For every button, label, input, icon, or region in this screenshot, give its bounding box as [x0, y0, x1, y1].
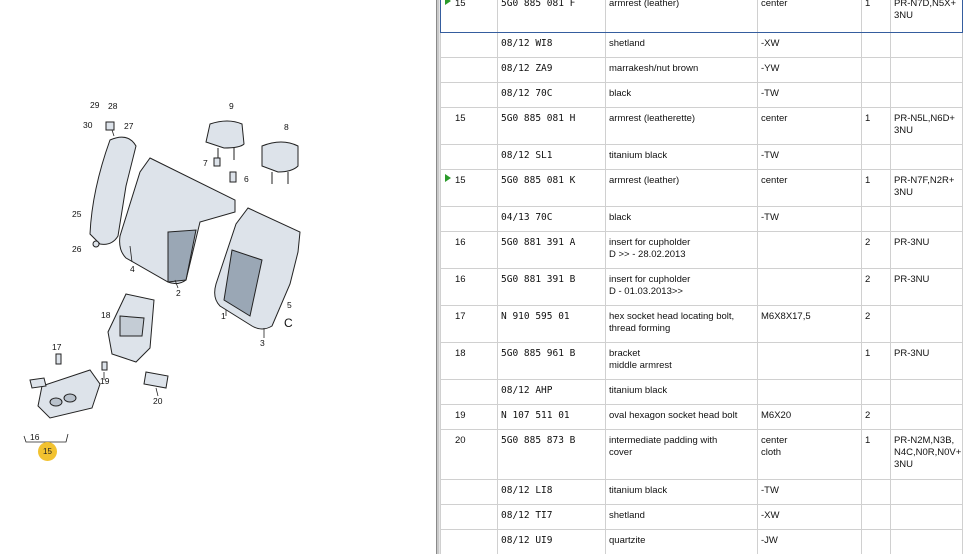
callout-3: 3 — [260, 338, 265, 348]
remark-cell: -XW — [758, 33, 862, 58]
quantity-cell — [862, 145, 891, 170]
quantity-cell — [862, 480, 891, 505]
quantity-cell: 1 — [862, 430, 891, 480]
parts-row[interactable] — [441, 145, 963, 170]
parts-table — [440, 0, 963, 554]
quantity-cell: 2 — [862, 405, 891, 430]
model-code-cell — [891, 380, 963, 405]
remark-cell: M6X8X17,5 — [758, 306, 862, 343]
model-code-cell — [891, 306, 963, 343]
model-code-cell: PR-N7D,N5X+ 3NU — [891, 0, 963, 33]
part-number-cell: 08/12 TI7 — [498, 505, 606, 530]
model-code-cell — [891, 505, 963, 530]
description-cell: titanium black — [606, 380, 758, 405]
callout-17: 17 — [52, 342, 62, 352]
pos-cell — [441, 83, 498, 108]
parts-row[interactable] — [441, 170, 963, 207]
part-number-cell: 08/12 SL1 — [498, 145, 606, 170]
description-cell: insert for cupholder D - 01.03.2013>> — [606, 269, 758, 306]
pos-number: 19 — [455, 410, 466, 421]
description-cell: titanium black — [606, 145, 758, 170]
remark-cell — [758, 343, 862, 380]
pos-cell — [441, 343, 498, 380]
pos-cell — [441, 145, 498, 170]
description-cell: bracket middle armrest — [606, 343, 758, 380]
part-number-cell: 08/12 UI9 — [498, 530, 606, 554]
description-cell: armrest (leather) — [606, 0, 758, 33]
remark-cell — [758, 232, 862, 269]
parts-row[interactable] — [441, 33, 963, 58]
callout-7: 7 — [203, 158, 208, 168]
callout-19: 19 — [100, 376, 110, 386]
part-number-cell: 5G0 885 081 F — [498, 0, 606, 33]
part-number-cell: 08/12 70C — [498, 83, 606, 108]
callout-16: 16 — [30, 432, 40, 442]
callout-29: 29 — [90, 100, 100, 110]
pos-cell — [441, 232, 498, 269]
pos-number: 16 — [455, 237, 466, 248]
model-code-cell — [891, 33, 963, 58]
pos-number: 20 — [455, 435, 466, 446]
callout-5: 5 — [287, 300, 292, 310]
part-number-cell: 5G0 881 391 A — [498, 232, 606, 269]
part-number-cell: 5G0 881 391 B — [498, 269, 606, 306]
description-cell: quartzite — [606, 530, 758, 554]
callout-c: C — [284, 316, 293, 330]
callout-18: 18 — [101, 310, 111, 320]
pos-cell — [441, 33, 498, 58]
quantity-cell — [862, 83, 891, 108]
pos-cell — [441, 170, 498, 207]
quantity-cell — [862, 33, 891, 58]
description-cell: intermediate padding with cover — [606, 430, 758, 480]
description-cell: insert for cupholder D >> - 28.02.2013 — [606, 232, 758, 269]
remark-cell: -TW — [758, 207, 862, 232]
parts-row[interactable] — [441, 58, 963, 83]
quantity-cell — [862, 58, 891, 83]
part-number-cell: N 107 511 01 — [498, 405, 606, 430]
row-pointer-icon — [445, 0, 451, 5]
description-cell: hex socket head locating bolt, thread forming — [606, 306, 758, 343]
parts-row[interactable] — [441, 306, 963, 343]
part-number-cell: N 910 595 01 — [498, 306, 606, 343]
callout-9: 9 — [229, 101, 234, 111]
part-number-cell: 5G0 885 081 K — [498, 170, 606, 207]
model-code-cell: PR-N7F,N2R+ 3NU — [891, 170, 963, 207]
remark-cell: center — [758, 0, 862, 33]
pos-cell — [441, 480, 498, 505]
remark-cell: center — [758, 170, 862, 207]
callout-26: 26 — [72, 244, 82, 254]
pos-cell — [441, 405, 498, 430]
callout-20: 20 — [153, 396, 163, 406]
description-cell: black — [606, 207, 758, 232]
pos-cell — [441, 430, 498, 480]
description-cell: armrest (leatherette) — [606, 108, 758, 145]
parts-row[interactable] — [441, 269, 963, 306]
callout-28: 28 — [108, 101, 118, 111]
pos-cell — [441, 58, 498, 83]
parts-row[interactable] — [441, 108, 963, 145]
part-number-cell: 08/12 AHP — [498, 380, 606, 405]
parts-row[interactable] — [441, 405, 963, 430]
parts-row[interactable] — [441, 505, 963, 530]
remark-cell: center cloth — [758, 430, 862, 480]
remark-cell: -TW — [758, 480, 862, 505]
headrest-left-shape — [206, 121, 244, 148]
pos-number: 15 — [455, 0, 466, 9]
parts-row[interactable] — [441, 530, 963, 554]
parts-row[interactable] — [441, 480, 963, 505]
description-cell: armrest (leather) — [606, 170, 758, 207]
pos-number: 16 — [455, 274, 466, 285]
quantity-cell: 1 — [862, 0, 891, 33]
pos-cell — [441, 269, 498, 306]
parts-row[interactable] — [441, 207, 963, 232]
parts-row[interactable] — [441, 343, 963, 380]
pos-cell — [441, 108, 498, 145]
description-cell: shetland — [606, 33, 758, 58]
remark-cell: M6X20 — [758, 405, 862, 430]
quantity-cell: 2 — [862, 306, 891, 343]
callout-1: 1 — [221, 311, 226, 321]
part-number-cell: 08/12 LI8 — [498, 480, 606, 505]
pos-cell — [441, 530, 498, 554]
model-code-cell: PR-3NU — [891, 343, 963, 380]
model-code-cell — [891, 530, 963, 554]
quantity-cell — [862, 380, 891, 405]
callout-27: 27 — [124, 121, 134, 131]
pos-cell — [441, 380, 498, 405]
pos-number: 17 — [455, 311, 466, 322]
pos-number: 18 — [455, 348, 466, 359]
remark-cell: center — [758, 108, 862, 145]
callout-6: 6 — [244, 174, 249, 184]
quantity-cell: 1 — [862, 343, 891, 380]
model-code-cell: PR-3NU — [891, 269, 963, 306]
description-cell: black — [606, 83, 758, 108]
model-code-cell — [891, 405, 963, 430]
pos-cell — [441, 306, 498, 343]
pos-number: 15 — [455, 175, 466, 186]
part-number-cell: 08/12 ZA9 — [498, 58, 606, 83]
model-code-cell — [891, 58, 963, 83]
parts-row[interactable] — [441, 232, 963, 269]
model-code-cell — [891, 145, 963, 170]
diagram-drawing — [0, 0, 436, 554]
part-number-cell: 04/13 70C — [498, 207, 606, 232]
remark-cell — [758, 269, 862, 306]
exploded-parts-diagram — [0, 0, 436, 554]
model-code-cell: PR-N5L,N6D+ 3NU — [891, 108, 963, 145]
part-number-cell: 5G0 885 961 B — [498, 343, 606, 380]
callout-25: 25 — [72, 209, 82, 219]
parts-row[interactable] — [441, 83, 963, 108]
callout-30: 30 — [83, 120, 93, 130]
padding-shape — [144, 372, 168, 388]
headrest-right-shape — [262, 142, 298, 172]
quantity-cell: 2 — [862, 232, 891, 269]
description-cell: marrakesh/nut brown — [606, 58, 758, 83]
remark-cell — [758, 380, 862, 405]
callout-4: 4 — [130, 264, 135, 274]
part-number-cell: 5G0 885 873 B — [498, 430, 606, 480]
parts-row-selected[interactable] — [441, 0, 963, 33]
description-cell: oval hexagon socket head bolt — [606, 405, 758, 430]
parts-row[interactable] — [441, 430, 963, 480]
quantity-cell — [862, 207, 891, 232]
model-code-cell — [891, 83, 963, 108]
model-code-cell — [891, 480, 963, 505]
remark-cell: -TW — [758, 145, 862, 170]
description-cell: titanium black — [606, 480, 758, 505]
remark-cell: -XW — [758, 505, 862, 530]
quantity-cell: 1 — [862, 170, 891, 207]
parts-row[interactable] — [441, 380, 963, 405]
part-number-cell: 08/12 WI8 — [498, 33, 606, 58]
callout-2: 2 — [176, 288, 181, 298]
parts-table-body — [441, 0, 963, 554]
remark-cell: -JW — [758, 530, 862, 554]
remark-cell: -TW — [758, 83, 862, 108]
quantity-cell — [862, 505, 891, 530]
pos-cell — [441, 505, 498, 530]
pos-number: 15 — [455, 113, 466, 124]
description-cell: shetland — [606, 505, 758, 530]
quantity-cell: 1 — [862, 108, 891, 145]
callout-8: 8 — [284, 122, 289, 132]
quantity-cell — [862, 530, 891, 554]
callout-15-highlight[interactable]: 15 — [38, 442, 57, 461]
pos-cell — [441, 0, 498, 33]
remark-cell: -YW — [758, 58, 862, 83]
pos-cell — [441, 207, 498, 232]
model-code-cell: PR-3NU — [891, 232, 963, 269]
part-number-cell: 5G0 885 081 H — [498, 108, 606, 145]
quantity-cell: 2 — [862, 269, 891, 306]
model-code-cell: PR-N2M,N3B, N4C,N0R,N0V+ 3NU — [891, 430, 963, 480]
row-pointer-icon — [445, 174, 451, 182]
parts-list-pane — [440, 0, 964, 554]
model-code-cell — [891, 207, 963, 232]
